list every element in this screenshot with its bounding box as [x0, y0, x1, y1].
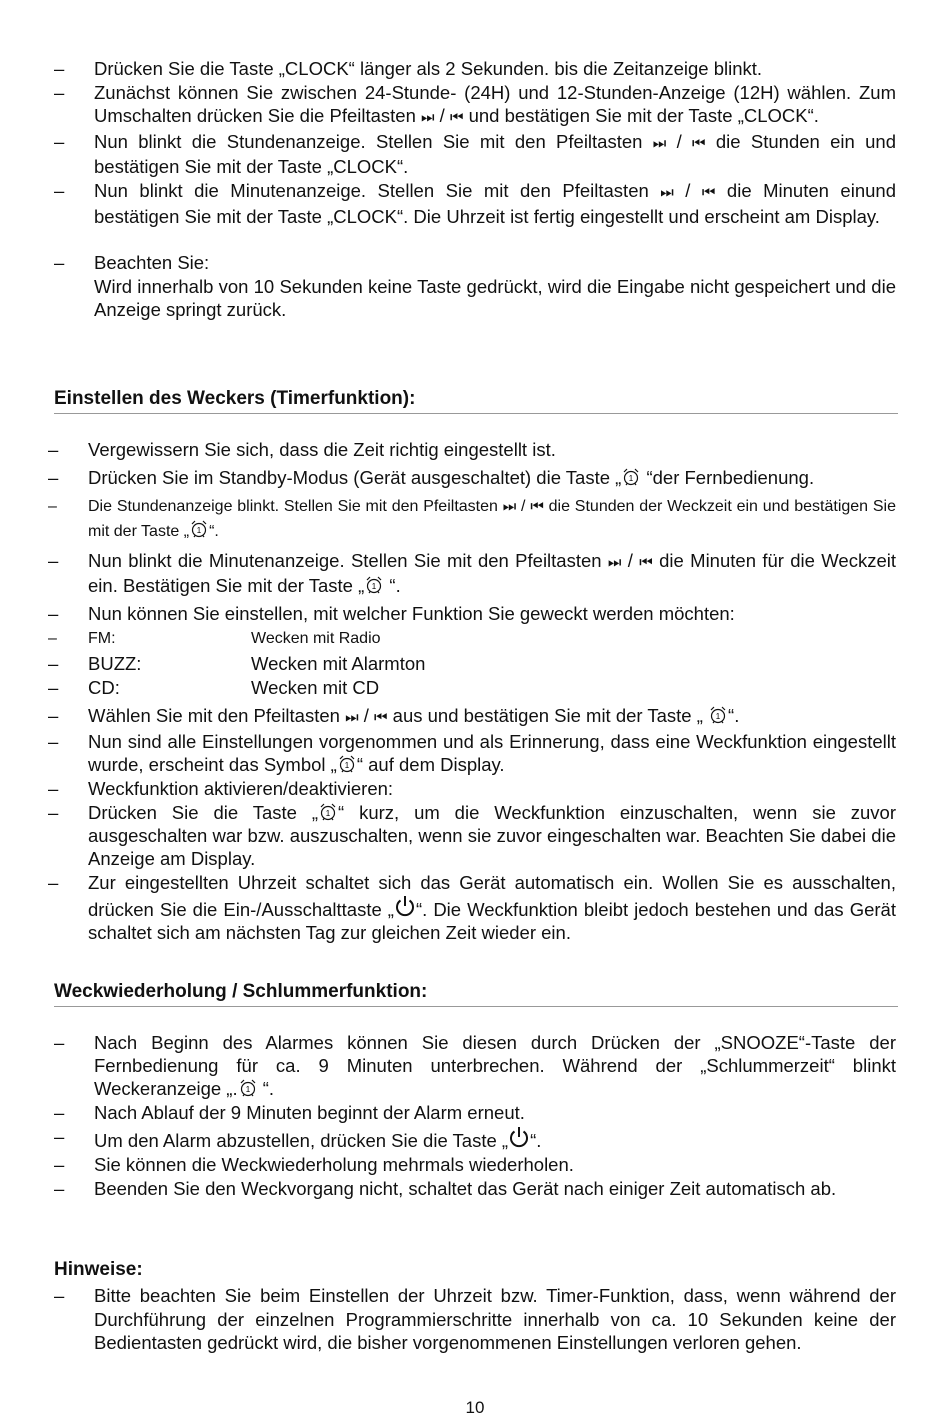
svg-text:1: 1 — [715, 712, 721, 721]
list-item: – Bitte beachten Sie beim Einstellen der Uhrzeit bzw. Timer-Funktion, dass, wenn während der Durchführung der einzelnen Programmierschritte innerhalb von ca. 10 Sekunden keine der Bedientasten gedrückt wird, die bisher vorgenommenen Einstellungen verloren gehen. — [54, 1285, 896, 1353]
previous-track-icon: ⏮ — [639, 553, 653, 571]
alarm-clock-icon — [337, 754, 357, 774]
alarm-clock-icon — [238, 1078, 258, 1098]
page-number: 10 — [465, 1398, 485, 1417]
previous-track-icon: ⏮ — [374, 708, 388, 726]
list-item: – Nun blinkt die Stundenanzeige. Stellen Sie mit den Pfeiltasten ⏭ / ⏮ die Stunden ein und bestätigen Sie mit der Taste „CLOCK“. — [54, 130, 896, 178]
svg-text:1: 1 — [196, 526, 202, 535]
alarm-clock-icon — [189, 519, 209, 539]
list-item: – Wählen Sie mit den Pfeiltasten ⏭ / ⏮ aus und bestätigen Sie mit der Taste „ 1 “. — [48, 705, 740, 726]
mode-row-cd: – CD: Wecken mit CD — [48, 677, 380, 698]
list-item: – Zunächst können Sie zwischen 24-Stunde- (24H) und 12-Stunden-Anzeige (12H) wählen. Zum Umschalten drücken Sie die Pfeiltasten ⏭ / ⏮ und bestätigen Sie mit der Taste „CLOCK“. — [54, 81, 896, 127]
power-icon — [508, 1125, 530, 1149]
list-item: – Nun blinkt die Minutenanzeige. Stellen Sie mit den Pfeiltasten ⏭ / ⏮ die Minuten einund bestätigen Sie mit der Taste „CLOCK“. Die Uhrzeit ist fertig eingestellt und erscheint am Display. — [54, 179, 896, 227]
svg-text:1: 1 — [372, 582, 377, 591]
section-heading-alarm: Einstellen des Weckers (Timerfunktion): — [54, 388, 898, 414]
list-item: – Drücken Sie im Standby-Modus (Gerät ausgeschaltet) die Taste „ 1 “der Fernbedienung. — [48, 467, 815, 488]
list-item: – Nun sind alle Einstellungen vorgenommen und als Erinnerung, dass eine Weckfunktion eingestellt wurde, erscheint das Symbol „ 1 “ auf dem Display. — [48, 731, 896, 775]
previous-track-icon: ⏮ — [692, 133, 706, 152]
mode-row-fm: – FM: Wecken mit Radio — [48, 630, 381, 647]
previous-track-icon: ⏮ — [449, 108, 464, 127]
next-track-icon: ⏭ — [660, 182, 674, 201]
list-item: – Nach Beginn des Alarmes können Sie diesen durch Drücken der „SNOOZE“-Taste der Fernbedienung für ca. 9 Minuten unterbrechen. Während der „Schlummerzeit“ blinkt Weckeranzeige „. 1 “. — [54, 1032, 896, 1099]
list-item: – Beenden Sie den Weckvorgang nicht, schaltet das Gerät nach einiger Zeit automatisch ab. — [54, 1178, 837, 1199]
alarm-clock-icon — [708, 705, 728, 725]
next-track-icon: ⏭ — [502, 497, 517, 515]
notes-list — [54, 1284, 896, 1355]
section-heading-snooze: Weckwiederholung / Schlummerfunktion: — [54, 981, 898, 1007]
alarm-clock-icon — [318, 802, 338, 822]
next-track-icon: ⏭ — [421, 108, 435, 127]
mode-row-buzz: – BUZZ: Wecken mit Alarmton — [48, 653, 426, 674]
list-item: – Sie können die Weckwiederholung mehrmals wiederholen. — [54, 1154, 574, 1175]
list-item: – Die Stundenanzeige blinkt. Stellen Sie mit den Pfeiltasten ⏭ / ⏮ die Stunden der Weckzeit ein und bestätigen Sie mit der Taste „ 1 “. — [48, 497, 897, 540]
next-track-icon: ⏭ — [345, 708, 359, 726]
next-track-icon: ⏭ — [607, 553, 622, 571]
list-item: – Nun können Sie einstellen, mit welcher Funktion Sie geweckt werden möchten: — [48, 603, 735, 624]
snooze-instructions — [54, 1031, 896, 1201]
alarm-clock-icon — [364, 575, 384, 595]
list-item: – Drücken Sie die Taste „ 1 “ kurz, um die Weckfunktion einzuschalten, wenn sie zuvor ausgeschalten war bzw. auszuschalten, wenn sie zuvor eingeschalten war. Beachten Sie dabei die Anzeige am Display. — [48, 802, 896, 869]
list-item: – Drücken Sie die Taste „CLOCK“ länger als 2 Sekunden. bis die Zeitanzeige blinkt. — [54, 58, 763, 79]
alarm-instructions — [48, 438, 897, 949]
svg-text:1: 1 — [325, 809, 331, 818]
previous-track-icon: ⏮ — [701, 182, 716, 201]
next-track-icon: ⏭ — [652, 133, 667, 152]
alarm-clock-icon — [621, 467, 641, 487]
svg-text:1: 1 — [629, 474, 634, 483]
svg-text:1: 1 — [245, 1085, 250, 1094]
list-item: – Vergewissern Sie sich, dass die Zeit richtig eingestellt ist. — [48, 439, 556, 460]
power-icon — [394, 894, 416, 918]
previous-track-icon: ⏮ — [530, 497, 544, 515]
list-item: – Nun blinkt die Minutenanzeige. Stellen Sie mit den Pfeiltasten ⏭ / ⏮ die Minuten für die Weckzeit ein. Bestätigen Sie mit der Taste „ 1 “. — [48, 550, 896, 596]
list-item: – Zur eingestellten Uhrzeit schaltet sich das Gerät automatisch ein. Wollen Sie es ausschalten, drücken Sie die Ein-/Ausschalttaste „ “. Die Weckfunktion bleibt jedoch bestehen und das Gerät schaltet sich am nächsten Tag zur gleichen Zeit wieder ein. — [48, 872, 896, 943]
clock-instructions — [54, 57, 896, 322]
list-item: – Weckfunktion aktivieren/deaktivieren: — [48, 778, 394, 799]
svg-text:1: 1 — [344, 761, 350, 770]
list-item: – Nach Ablauf der 9 Minuten beginnt der Alarm erneut. — [54, 1102, 525, 1123]
section-heading-notes: Hinweise: — [54, 1259, 143, 1280]
note-item: – Beachten Sie: Wird innerhalb von 10 Sekunden keine Taste gedrückt, wird die Eingabe nicht gespeichert und die Anzeige springt zurück. — [54, 252, 896, 321]
list-item: – Um den Alarm abzustellen, drücken Sie die Taste „ “. — [54, 1126, 542, 1151]
